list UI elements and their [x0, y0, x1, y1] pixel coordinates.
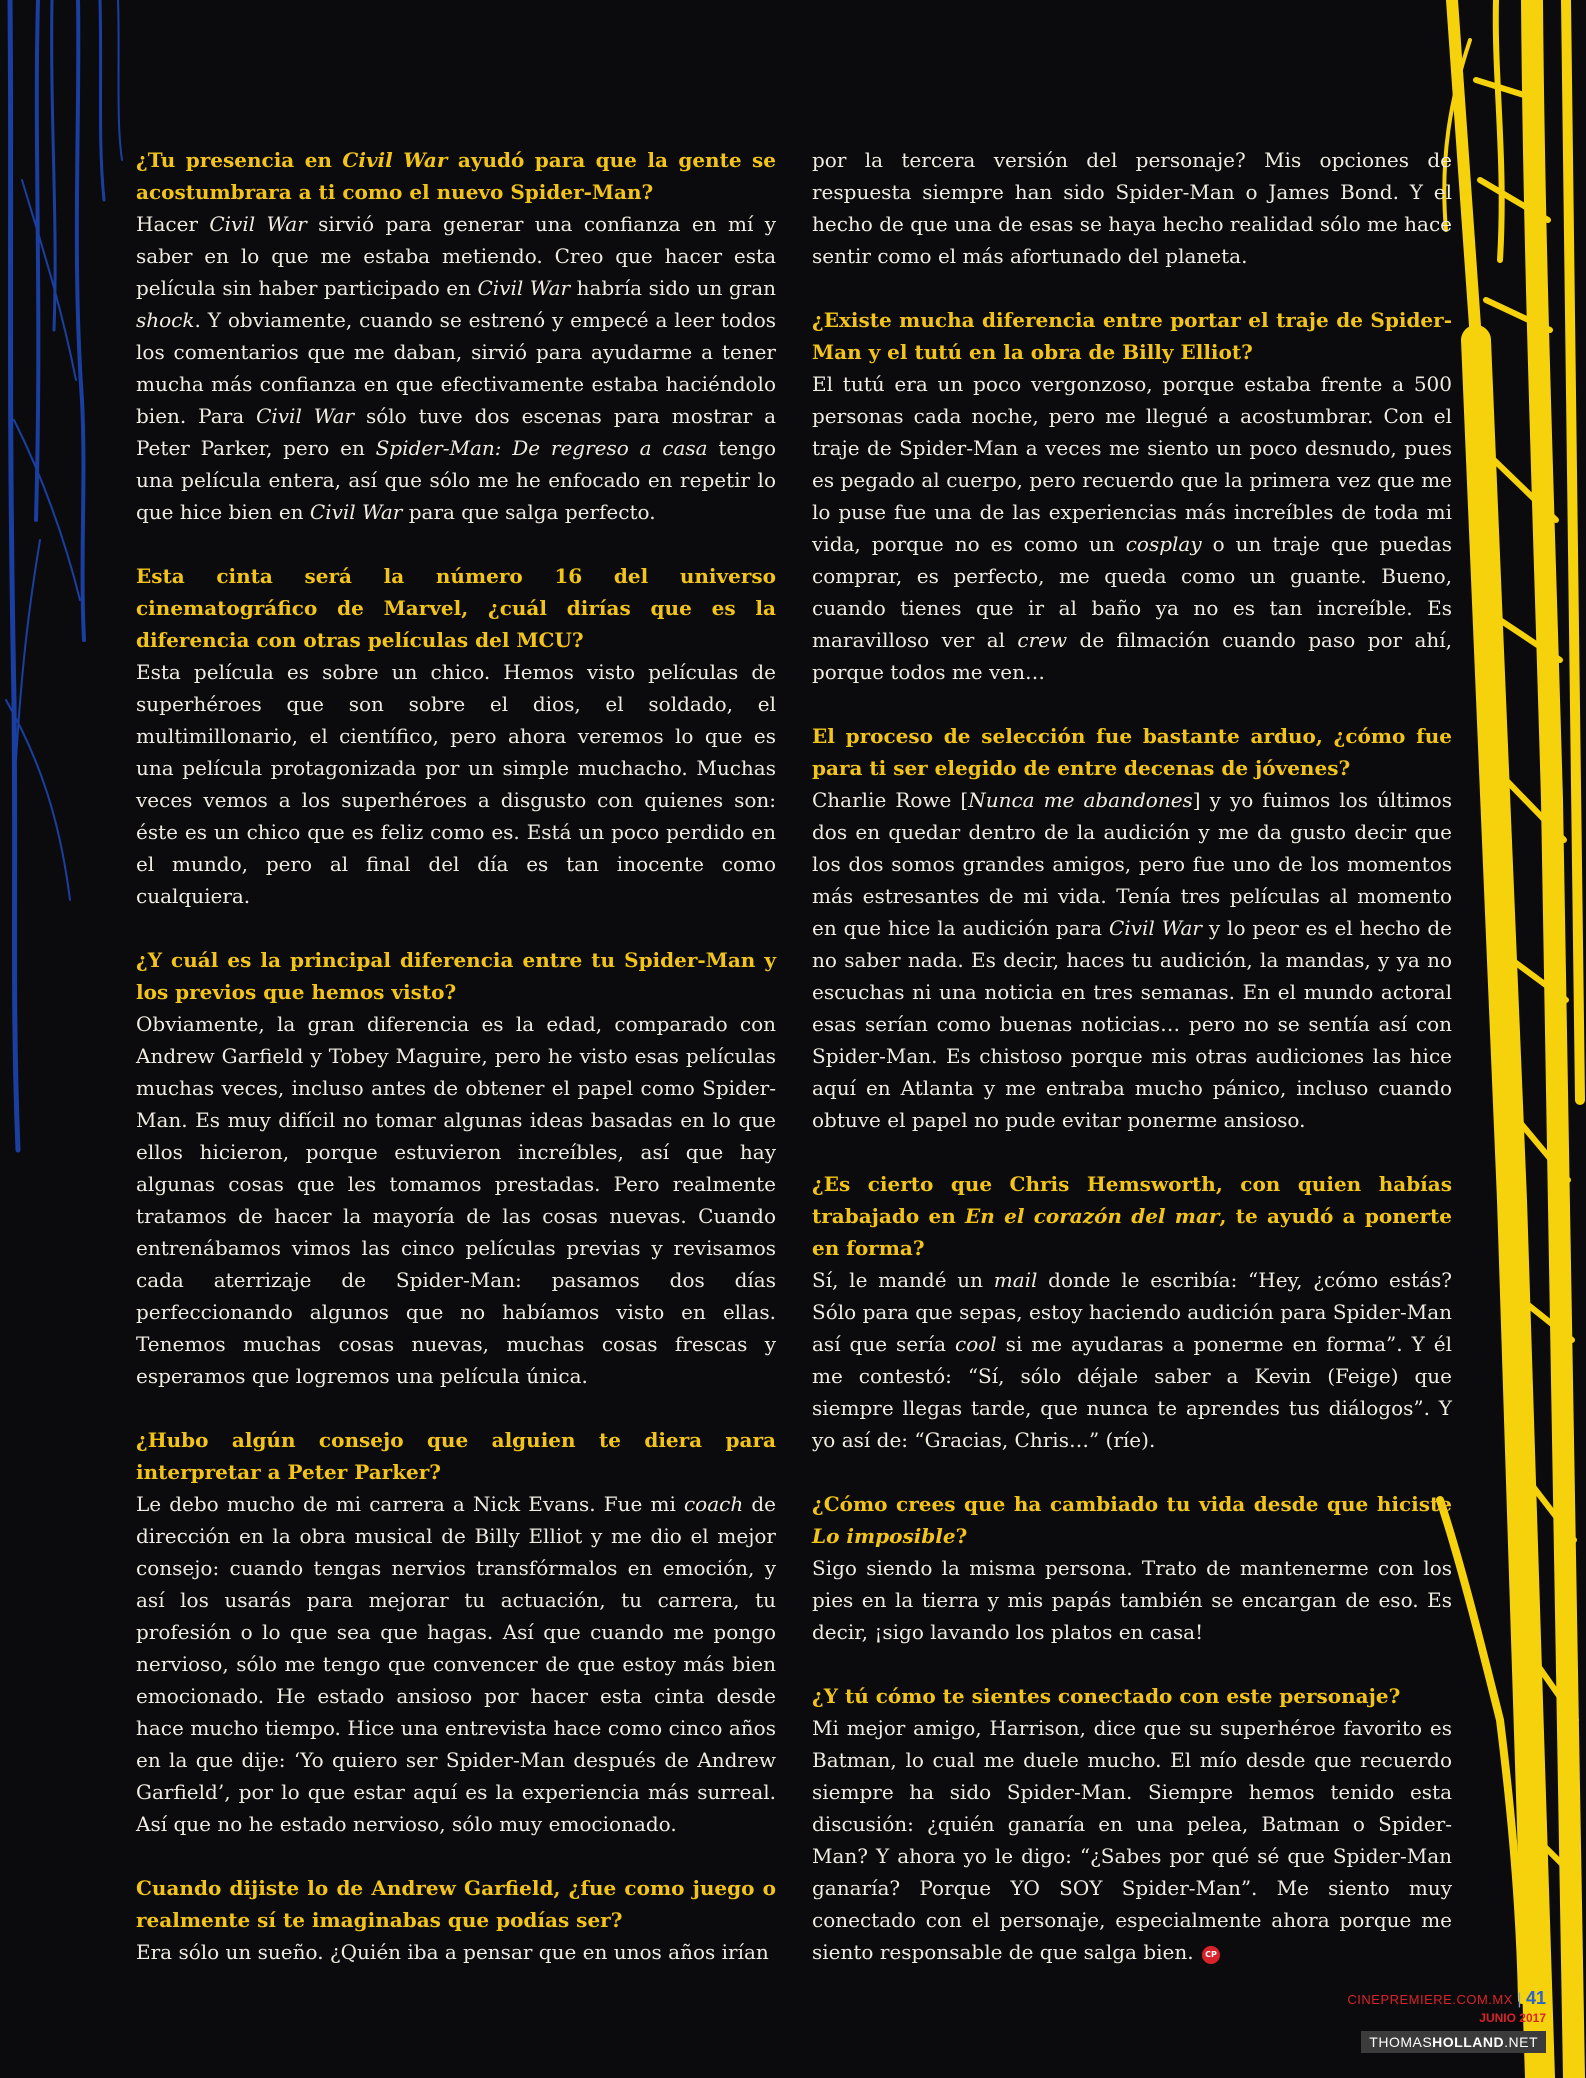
answer	[812, 1712, 1452, 1968]
answer-text: sólo tuve dos escenas para mostrar a Peter Parker, pero en	[136, 404, 776, 460]
answer	[812, 368, 1452, 688]
answer-text: de dirección en la obra musical de Billy Elliot y me dio el mejor consejo: cuando tengas nervios transfórmalos en emoción, y así los usarás para mejorar tu actuación, tu carrera, tu profesión o lo que sea que hagas. Así que cuando me pongo nervioso, sólo me tengo que convencer de que estoy más bien emocionado. He estado ansioso por hacer esta cinta desde hace mucho tiempo. Hice una entrevista hace como cinco años en la que dije: ‘Yo quiero ser Spider-Man después de Andrew Garfield’, por lo que estar aquí es la experiencia más surreal. Así que no he estado nervioso, sólo muy emocionado.	[136, 1492, 776, 1836]
question-text: , te ayudó a ponerte en forma?	[812, 1204, 1452, 1260]
question	[136, 1424, 776, 1488]
answer-italic: Civil War	[477, 276, 571, 300]
qa-block	[812, 144, 1452, 272]
question	[812, 1488, 1452, 1552]
answer-text: tengo una película entera, así que sólo me he enfocado en repetir lo que hice bien en	[136, 436, 776, 524]
qa-block	[136, 560, 776, 912]
question-title-italic: Civil War	[342, 148, 448, 172]
question	[136, 1872, 776, 1936]
answer-text: El tutú era un poco vergonzoso, porque estaba frente a 500 personas cada noche, pero me llegué a acostumbrar. Con el traje de Spider-Man a veces me siento un poco desnudo, pues es pegado al cuerpo, pero recuerdo que la primera vez que me lo puse fue una de las experiencias más increíbles de toda mi vida, porque no es como un	[812, 372, 1452, 556]
blue-web-strands	[6, 0, 122, 1150]
page-footer	[1347, 1988, 1546, 2053]
left-column	[136, 144, 776, 2000]
question	[812, 720, 1452, 784]
question	[136, 560, 776, 656]
qa-block	[812, 304, 1452, 688]
question	[812, 1168, 1452, 1264]
question-title-italic: Lo imposible	[812, 1524, 956, 1548]
answer-text: Sigo siendo la misma persona. Trato de mantenerme con los pies en la tierra y mis papás también se encargan de eso. Es decir, ¡sigo lavando los platos en casa!	[812, 1556, 1452, 1644]
answer-text: Mi mejor amigo, Harrison, dice que su superhéroe favorito es Batman, lo cual me duele mucho. El mío desde que recuerdo siempre ha sido Spider-Man. Siempre hemos tenido esta discusión: ¿quién ganaría en una pelea, Batman o Spider-Man? Y ahora yo le digo: “¿Sabes por qué sé que Spider-Man ganaría? Porque YO SOY Spider-Man”. Me siento muy conectado con el personaje, especialmente ahora porque me siento responsable de que salga bien.	[812, 1716, 1452, 1964]
question-text: ¿Y tú cómo te sientes conectado con este personaje?	[812, 1684, 1401, 1708]
answer	[136, 656, 776, 912]
answer	[136, 1936, 776, 1968]
answer-text: donde le escribía: “Hey, ¿cómo estás? Sólo para que sepas, estoy haciendo audición para Spider-Man así que sería	[812, 1268, 1452, 1356]
answer-text: para que salga perfecto.	[402, 500, 656, 524]
answer	[136, 1008, 776, 1392]
answer-italic: Nunca me abandones	[968, 788, 1193, 812]
answer-text: Obviamente, la gran diferencia es la edad, comparado con Andrew Garfield y Tobey Maguire, pero he visto esas películas muchas veces, incluso antes de obtener el papel como Spider-Man. Es muy difícil no tomar algunas ideas basadas en lo que ellos hicieron, porque estuvieron increíbles, así que hay algunas cosas que les tomamos prestadas. Pero realmente tratamos de hacer la mayoría de las cosas nuevas. Cuando entrenábamos vimos las cinco películas previas y revisamos cada aterrizaje de Spider-Man: pasamos dos días perfeccionando algunos que no habíamos visto en ellas. Tenemos muchas cosas nuevas, muchas cosas frescas y esperamos que logremos una película única.	[136, 1012, 776, 1388]
answer-text: . Y obviamente, cuando se estrenó y empecé a leer todos los comentarios que me daban, sirvió para ayudarme a tener mucha más confianza en que efectivamente estaba haciéndolo bien. Para	[136, 308, 776, 428]
answer-text: Charlie Rowe [	[812, 788, 969, 812]
answer-text: o un traje que puedas comprar, es perfecto, me queda como un guante. Bueno, cuando tienes que ir al baño ya no es tan increíble. Es maravilloso ver al	[812, 532, 1452, 652]
qa-block	[812, 720, 1452, 1136]
answer-italic: crew	[1017, 628, 1068, 652]
answer-italic: coach	[683, 1492, 744, 1516]
question	[812, 1680, 1452, 1712]
right-column	[812, 144, 1452, 2000]
answer-text: ] y yo fuimos los últimos dos en quedar dentro de la audición y me da gusto decir que los dos somos grandes amigos, pero fue uno de los momentos más estresantes de mi vida. Tenía tres películas al momento en que hice la audición para	[812, 788, 1452, 940]
question-text: Cuando dijiste lo de Andrew Garfield, ¿fue como juego o realmente sí te imaginabas que podías ser?	[136, 1876, 776, 1932]
question	[136, 944, 776, 1008]
qa-block	[136, 1424, 776, 1840]
page-number: 41	[1525, 1988, 1546, 2008]
answer-italic: Spider-Man: De regreso a casa	[375, 436, 708, 460]
answer-italic: Civil War	[1108, 916, 1202, 940]
qa-block	[812, 1488, 1452, 1648]
answer-italic: mail	[993, 1268, 1038, 1292]
answer	[136, 1488, 776, 1840]
question-text: El proceso de selección fue bastante arduo, ¿cómo fue para ti ser elegido de entre decenas de jóvenes?	[812, 724, 1452, 780]
qa-block	[812, 1168, 1452, 1456]
question	[812, 304, 1452, 368]
question-text: ¿Es cierto que Chris Hemsworth, con quien habías trabajado en	[812, 1172, 1452, 1228]
answer	[812, 1552, 1452, 1648]
question-title-italic: En el corazón del mar	[965, 1204, 1220, 1228]
question-text: ayudó para que la gente se acostumbrara a ti como el nuevo Spider-Man?	[136, 148, 776, 204]
site-url[interactable]: CINEPREMIERE.COM.MX	[1347, 1992, 1513, 2007]
qa-block	[136, 1872, 776, 1968]
answer-italic: Civil War	[256, 404, 355, 428]
answer-text: Esta película es sobre un chico. Hemos visto películas de superhéroes que son sobre el dios, el soldado, el multimillonario, el científico, pero ahora veremos lo que es una película protagonizada por un simple muchacho. Muchas veces vemos a los superhéroes a disgusto con quienes son: éste es un chico que es feliz como es. Está un poco perdido en el mundo, pero al final del día es tan inocente como cualquiera.	[136, 660, 776, 908]
answer-italic: cosplay	[1125, 532, 1202, 556]
answer	[136, 208, 776, 528]
footer-separator: |	[1517, 1991, 1522, 2008]
answer-text: habría sido un gran	[570, 276, 776, 300]
end-mark-icon: CP	[1202, 1946, 1220, 1964]
answer-italic: Civil War	[309, 500, 403, 524]
answer	[812, 144, 1452, 272]
qa-block	[812, 1680, 1452, 1968]
answer-text: Le debo mucho de mi carrera a Nick Evans. Fue mi	[136, 1492, 684, 1516]
answer-text: Era sólo un sueño. ¿Quién iba a pensar que en unos años irían	[136, 1940, 769, 1964]
answer	[812, 784, 1452, 1136]
qa-block	[136, 144, 776, 528]
answer-italic: Civil War	[209, 212, 307, 236]
answer-text: sirvió para generar una confianza en mí y saber en lo que me estaba metiendo. Creo que hacer esta película sin haber participado en	[136, 212, 776, 300]
yellow-web-strands	[1440, 0, 1580, 2078]
answer-text: y lo peor es el hecho de no saber nada. Es decir, haces tu audición, la mandas, y ya no escuchas ni una noticia en tres semanas. En el mundo actoral esas serían como buenas noticias… pero no se sentía así con Spider-Man. Es chistoso porque mis otras audiciones las hice aquí en Atlanta y me entraba mucho pánico, incluso cuando obtuve el papel no pude evitar ponerme ansioso.	[812, 916, 1453, 1132]
question-text: Esta cinta será la número 16 del universo cinematográfico de Marvel, ¿cuál dirías que es la diferencia con otras películas del MCU?	[136, 564, 776, 652]
question-text: ¿Hubo algún consejo que alguien te diera para interpretar a Peter Parker?	[136, 1428, 776, 1484]
question-text: ¿Y cuál es la principal diferencia entre tu Spider-Man y los previos que hemos visto?	[136, 948, 776, 1004]
question-text: ¿Existe mucha diferencia entre portar el traje de Spider-Man y el tutú en la obra de Billy Elliot?	[812, 308, 1452, 364]
answer-text: por la tercera versión del personaje? Mis opciones de respuesta siempre han sido Spider-Man o James Bond. Y el hecho de que una de esas se haya hecho realidad sólo me hace sentir como el más afortunado del planeta.	[812, 148, 1452, 268]
watermark: THOMASHOLLAND.NET	[1361, 2031, 1546, 2053]
issue-month: JUNIO 2017	[1479, 2011, 1546, 2025]
question-text: ?	[955, 1524, 968, 1548]
question-text: ¿Tu presencia en	[136, 148, 343, 172]
answer-italic: shock	[136, 308, 195, 332]
answer-italic: cool	[955, 1332, 997, 1356]
answer-text: si me ayudaras a ponerme en forma”. Y él me contestó: “Sí, sólo déjale saber a Kevin (Feige) que siempre llegas tarde, que nunca te aprendes tus diálogos”. Y yo así de: “Gracias, Chris…” (ríe).	[812, 1332, 1452, 1452]
question	[136, 144, 776, 208]
answer-text: Hacer	[136, 212, 210, 236]
answer-text: Sí, le mandé un	[812, 1268, 994, 1292]
answer	[812, 1264, 1452, 1456]
answer-text: de filmación cuando paso por ahí, porque todos me ven…	[812, 628, 1452, 684]
qa-block	[136, 944, 776, 1392]
question-text: ¿Cómo crees que ha cambiado tu vida desde que hiciste	[812, 1492, 1452, 1516]
